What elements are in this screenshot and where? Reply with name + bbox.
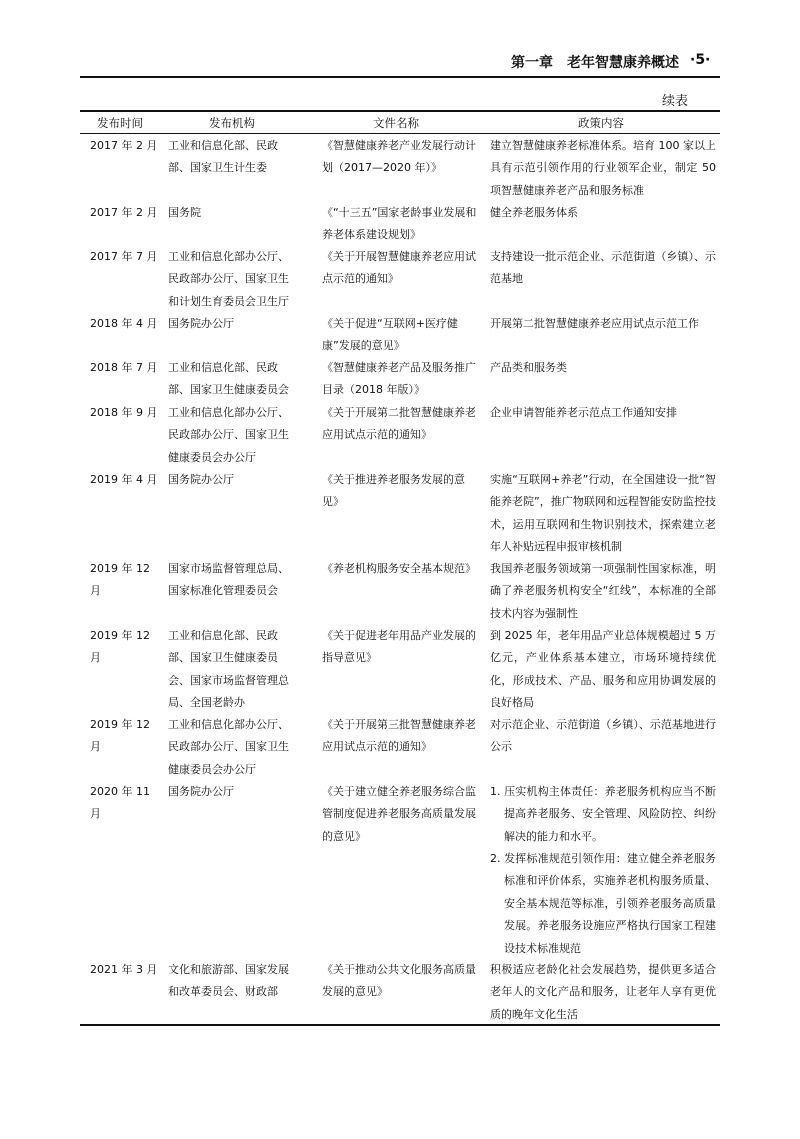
row-date: 2019 年 12 月 — [90, 562, 150, 598]
row-org: 国务院办公厅 — [168, 317, 234, 330]
row-org: 国家市场监督管理总局、国家标准化管理委员会 — [168, 562, 289, 598]
row-doc: 《关于开展第二批智慧健康养老应用试点示范的通知》 — [322, 406, 476, 442]
row-date: 2019 年 12 月 — [90, 718, 150, 754]
row-doc: 《关于开展智慧健康养老应用试点示范的通知》 — [322, 250, 476, 286]
row-content: 开展第二批智慧健康养老应用试点示范工作 — [490, 317, 699, 330]
row-date: 2018 年 9 月 — [90, 406, 158, 419]
row-org: 工业和信息化部、民政部、国家卫生健康委员会 — [168, 361, 289, 397]
row-doc: 《关于开展第三批智慧健康养老应用试点示范的通知》 — [322, 718, 476, 754]
row-content: 我国养老服务领域第一项强制性国家标准，明确了养老服务机构安全“红线”，本标准的全部技术内容为强制性 — [490, 562, 716, 620]
row-content: 健全养老服务体系 — [490, 206, 578, 219]
row-content-item: 1. 压实机构主体责任：养老服务机构应当不断提高养老服务、安全管理、风险防控、纠纷解决的能力和水平。 — [490, 785, 716, 843]
row-content: 到 2025 年，老年用品产业总体规模超过 5 万亿元，产业体系基本建立，市场环境持续优化，形成技术、产品、服务和应用协调发展的良好格局 — [490, 629, 716, 710]
row-content: 企业申请智能养老示范点工作通知安排 — [490, 406, 677, 419]
row-doc: 《关于促进老年用品产业发展的指导意见》 — [322, 629, 476, 665]
row-org: 工业和信息化部办公厅、民政部办公厅、国家卫生健康委员会办公厅 — [168, 406, 289, 464]
column-header-content: 政策内容 — [578, 116, 624, 130]
row-org: 国务院 — [168, 206, 201, 219]
row-date: 2018 年 7 月 — [90, 361, 158, 374]
table-continued-label: 续表 — [662, 94, 689, 109]
row-doc: 《关于建立健全养老服务综合监管制度促进养老服务高质量发展的意见》 — [322, 785, 476, 843]
row-doc: 《“十三五”国家老龄事业发展和养老体系建设规划》 — [322, 206, 477, 242]
row-doc: 《智慧健康养老产品及服务推广目录（2018 年版）》 — [322, 361, 476, 397]
column-header-org: 发布机构 — [209, 116, 255, 130]
table-top-rule — [80, 110, 720, 112]
row-content: 对示范企业、示范街道（乡镇）、示范基地进行公示 — [490, 718, 716, 754]
row-org: 文化和旅游部、国家发展和改革委员会、财政部 — [168, 963, 289, 999]
row-doc: 《养老机构服务安全基本规范》 — [322, 562, 476, 575]
row-doc: 《智慧健康养老产业发展行动计划（2017—2020 年）》 — [322, 139, 476, 175]
chapter-title: 第一章 老年智慧康养概述 — [511, 55, 679, 71]
page-number: ·5· — [690, 52, 711, 68]
table-header-rule — [80, 133, 720, 134]
row-org: 工业和信息化部办公厅、民政部办公厅、国家卫生健康委员会办公厅 — [168, 718, 289, 776]
row-doc: 《关于推动公共文化服务高质量发展的意见》 — [322, 963, 476, 999]
header-rule — [80, 76, 720, 78]
row-date: 2018 年 4 月 — [90, 317, 158, 330]
column-header-doc: 文件名称 — [373, 116, 419, 130]
row-content: 建立智慧健康养老标准体系。培育 100 家以上具有示范引领作用的行业领军企业，制定 50 项智慧健康养老产品和服务标准 — [490, 139, 716, 197]
row-org: 工业和信息化部办公厅、民政部办公厅、国家卫生和计划生育委员会卫生厅 — [168, 250, 289, 308]
row-org: 工业和信息化部、民政部、国家卫生健康委员会、国家市场监督管理总局、全国老龄办 — [168, 629, 289, 710]
row-content: 支持建设一批示范企业、示范街道（乡镇）、示范基地 — [490, 250, 716, 286]
row-doc: 《关于推进养老服务发展的意见》 — [322, 473, 465, 509]
row-org: 工业和信息化部、民政部、国家卫生计生委 — [168, 139, 278, 175]
row-date: 2019 年 4 月 — [90, 473, 158, 486]
row-content: 产品类和服务类 — [490, 361, 567, 374]
row-doc: 《关于促进“互联网+医疗健康”发展的意见》 — [322, 317, 458, 353]
row-date: 2020 年 11 月 — [90, 785, 150, 821]
row-date: 2017 年 2 月 — [90, 139, 158, 152]
row-org: 国务院办公厅 — [168, 473, 234, 486]
running-header — [0, 52, 800, 74]
row-date: 2021 年 3 月 — [90, 963, 158, 976]
row-date: 2017 年 2 月 — [90, 206, 158, 219]
row-content-item: 2. 发挥标准规范引领作用：建立健全养老服务标准和评价体系，实施养老机构服务质量、安全基本规范等标准，引领养老服务高质量发展。养老服务设施应严格执行国家工程建设技术标准规范 — [490, 852, 716, 955]
row-date: 2019 年 12 月 — [90, 629, 150, 665]
row-org: 国务院办公厅 — [168, 785, 234, 798]
column-header-date: 发布时间 — [97, 116, 143, 130]
row-date: 2017 年 7 月 — [90, 250, 158, 263]
row-content: 实施“互联网+养老”行动，在全国建设一批“智能养老院”，推广物联网和远程智能安防监控技术，运用互联网和生物识别技术，探索建立老年人补贴远程申报审核机制 — [490, 473, 716, 554]
row-content: 积极适应老龄化社会发展趋势，提供更多适合老年人的文化产品和服务，让老年人享有更优质的晚年文化生活 — [490, 963, 716, 1021]
